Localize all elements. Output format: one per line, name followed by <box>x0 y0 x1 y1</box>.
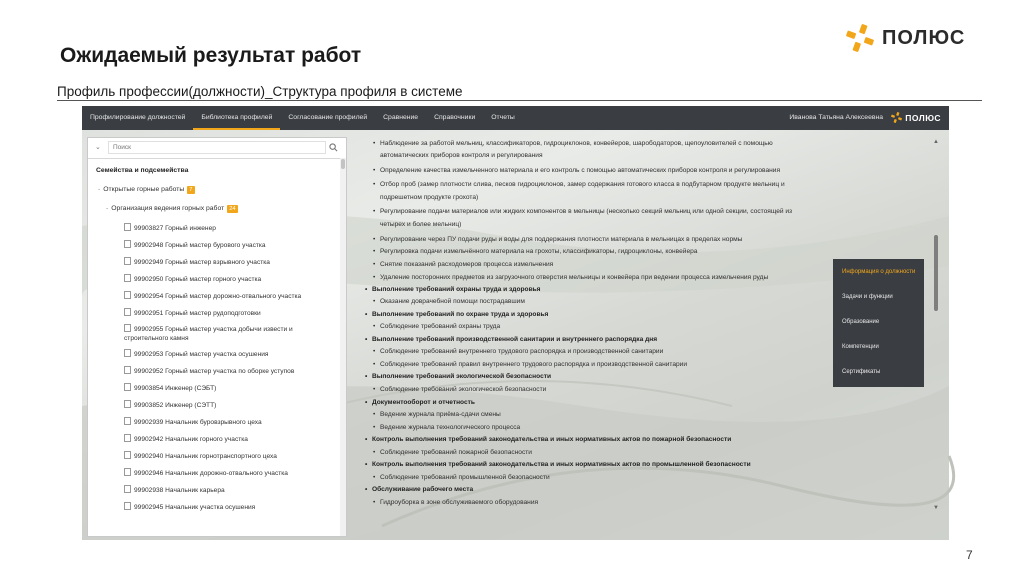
app-logo <box>891 112 941 123</box>
content-item: • Соблюдение требований пожарной безопасности <box>373 449 532 456</box>
page-number: 7 <box>966 548 973 562</box>
content-item: • Регулирование через ПУ подачи руды и воды для поддержания плотности материала в мельницах в пределах нормы <box>373 236 743 243</box>
chevron-down-icon[interactable]: ⌄ <box>95 144 101 151</box>
tree-leaf[interactable]: 99903827 Горный инженер <box>124 223 338 234</box>
content-item: • Снятие показаний расходомеров процесса измельчения <box>373 261 554 268</box>
document-icon <box>124 451 131 459</box>
document-icon <box>124 468 131 476</box>
count-badge: 7 <box>189 187 193 193</box>
tab-profiling[interactable]: Профилирование должностей <box>90 114 186 121</box>
section-nav-education[interactable]: Образование <box>842 319 880 325</box>
document-icon <box>124 434 131 442</box>
app-topbar <box>82 106 949 130</box>
content-item: подрешетном продукте грохота) <box>380 194 479 201</box>
collapse-icon[interactable]: - <box>106 205 109 212</box>
app-logo-text: ПОЛЮС <box>905 112 941 123</box>
content-item: • Наблюдение за работой мельниц, классификаторов, гидроциклонов, конвейеров, шарободаторов, щепоуловителей с помощью <box>373 140 773 147</box>
collapse-icon[interactable]: - <box>98 186 101 193</box>
tree-leaf[interactable]: 99902948 Горный мастер бурового участка <box>124 240 338 251</box>
content-item: • Регулирование подачи материалов или жидких компонентов в мельницы (несколько секций мельниц или одной секции, состоящей из <box>373 208 793 215</box>
content-item: • Соблюдение требований правил внутреннего трудового распорядка и производственной санитарии <box>373 361 688 368</box>
document-icon <box>124 502 131 510</box>
count-badge: 24 <box>229 206 236 212</box>
profile-tree-panel <box>87 137 347 537</box>
tree-leaf[interactable]: 99902939 Начальник буровзрывного цеха <box>124 417 338 428</box>
scroll-up-icon[interactable]: ▲ <box>933 139 939 145</box>
document-icon <box>124 324 131 332</box>
section-nav-tasks[interactable]: Задачи и функции <box>842 294 893 300</box>
document-icon <box>124 417 131 425</box>
polyus-logo <box>846 24 965 52</box>
content-item: • Отбор проб (замер плотности слива, песков гидроциклонов, замер содержания готового класса в подбутарном продукте мельниц и <box>373 181 785 188</box>
content-section: • Выполнение требований по охране труда и здоровья <box>365 311 549 318</box>
tree-heading: Семейства и подсемейства <box>96 167 189 174</box>
tree-leaf[interactable]: 99902955 Горный мастер участка добычи извести и строительного камня <box>124 326 293 342</box>
tree-leaf[interactable]: 99902945 Начальник участка осушения <box>124 502 338 513</box>
tree-leaf[interactable]: 99902942 Начальник горного участка <box>124 434 338 445</box>
slide-title: Ожидаемый результат работ <box>60 44 362 67</box>
tree-leaf[interactable]: 99902938 Начальник карьера <box>124 485 338 496</box>
search-row <box>88 138 346 159</box>
tab-approval[interactable]: Согласование профилей <box>288 114 368 121</box>
scroll-thumb[interactable] <box>934 235 938 311</box>
logo-text: ПОЛЮС <box>882 26 966 49</box>
section-nav-job-info[interactable]: Информация о должности <box>842 269 916 275</box>
search-input[interactable] <box>108 141 326 154</box>
content-item: автоматических приборов контроля и регулирования <box>380 152 543 159</box>
tab-comparison[interactable]: Сравнение <box>383 114 419 121</box>
document-icon <box>124 485 131 493</box>
content-section: • Контроль выполнения требований законодательства и иных нормативных актов по пожарной безопасности <box>365 436 732 443</box>
tab-directories[interactable]: Справочники <box>434 114 476 121</box>
document-icon <box>124 308 131 316</box>
content-item: • Гидроуборка в зоне обслуживаемого оборудования <box>373 499 539 506</box>
content-section: • Контроль выполнения требований законодательства и иных нормативных актов по промышленной безопасности <box>365 461 751 468</box>
tree-leaf[interactable]: 99902940 Начальник горнотранспортного цеха <box>124 451 338 462</box>
document-icon <box>124 400 131 408</box>
polyus-star-icon <box>846 24 874 52</box>
content-item: • Соблюдение требований экологической безопасности <box>373 386 547 393</box>
tab-reports[interactable]: Отчеты <box>491 114 515 121</box>
divider <box>57 100 982 101</box>
content-item: • Удаление посторонних предметов из загрузочного отверстия мельницы и конвейера при ведении процесса измельчения руды <box>373 274 769 281</box>
content-item: • Определение качества измельченного материала и его контроль с помощью автоматических приборов контроля и регулирования <box>373 167 781 174</box>
user-name[interactable]: Иванова Татьяна Алексеевна <box>789 114 883 121</box>
tab-library[interactable]: Библиотека профилей <box>193 106 280 130</box>
tree-leaf[interactable]: 99902949 Горный мастер взрывного участка <box>124 257 338 268</box>
content-section: • Выполнение требований экологической безопасности <box>365 373 552 380</box>
content-item: • Соблюдение требований охраны труда <box>373 323 501 330</box>
tree-leaf[interactable]: 99902952 Горный мастер участка по оборке уступов <box>124 366 338 377</box>
content-item: • Регулировка подачи измельчённого материала на грохоты, классификаторы, гидроциклоны, конвейера <box>373 248 698 255</box>
section-nav-certificates[interactable]: Сертификаты <box>842 369 881 375</box>
tree-leaf[interactable]: 99902950 Горный мастер горного участка <box>124 274 338 285</box>
tree-scrollbar[interactable] <box>340 158 346 536</box>
content-item: • Ведение журнала технологического процесса <box>373 424 521 431</box>
tree-leaf[interactable]: 99902953 Горный мастер участка осушения <box>124 349 338 360</box>
content-section: • Выполнение требований охраны труда и здоровья <box>365 286 541 293</box>
document-icon <box>124 257 131 265</box>
content-item: • Ведение журнала приёма-сдачи смены <box>373 411 501 418</box>
search-icon[interactable] <box>329 143 338 152</box>
document-icon <box>124 366 131 374</box>
content-item: • Соблюдение требований внутреннего трудового распорядка и производственной санитарии <box>373 348 664 355</box>
content-section: • Документооборот и отчетность <box>365 399 475 406</box>
content-item: • Оказание доврачебной помощи пострадавшим <box>373 298 525 305</box>
tree-leaf[interactable]: 99902951 Горный мастер рудоподготовки <box>124 308 338 319</box>
tree-subfamily[interactable]: - Организация ведения горных работ 24 <box>106 205 236 212</box>
app-screenshot <box>82 106 949 540</box>
section-nav <box>833 259 924 387</box>
document-icon <box>124 349 131 357</box>
tree-leaf[interactable]: 99903854 Инженер (СЭБТ) <box>124 383 338 394</box>
document-icon <box>124 223 131 231</box>
document-icon <box>124 240 131 248</box>
tree-leaf[interactable]: 99902946 Начальник дорожно-отвального участка <box>124 468 338 479</box>
document-icon <box>124 383 131 391</box>
tree-family[interactable]: - Открытые горные работы 7 <box>98 186 193 193</box>
document-icon <box>124 274 131 282</box>
document-icon <box>124 291 131 299</box>
tree-leaf[interactable]: 99902954 Горный мастер дорожно-отвального участка <box>124 291 338 302</box>
content-section: • Обслуживание рабочего места <box>365 486 474 493</box>
content-scrollbar[interactable] <box>933 139 939 511</box>
content-item: • Соблюдение требований промышленной безопасности <box>373 474 550 481</box>
section-nav-competencies[interactable]: Компетенции <box>842 344 879 350</box>
content-item: четырех и более мельниц) <box>380 221 462 228</box>
scroll-down-icon[interactable]: ▼ <box>933 505 939 511</box>
polyus-star-icon <box>891 112 902 123</box>
tree-leaf[interactable]: 99903852 Инженер (СЭТТ) <box>124 400 338 411</box>
slide-subtitle: Профиль профессии(должности)_Структура профиля в системе <box>57 84 463 99</box>
content-section: • Выполнение требований производственной санитарии и внутреннего распорядка дня <box>365 336 658 343</box>
